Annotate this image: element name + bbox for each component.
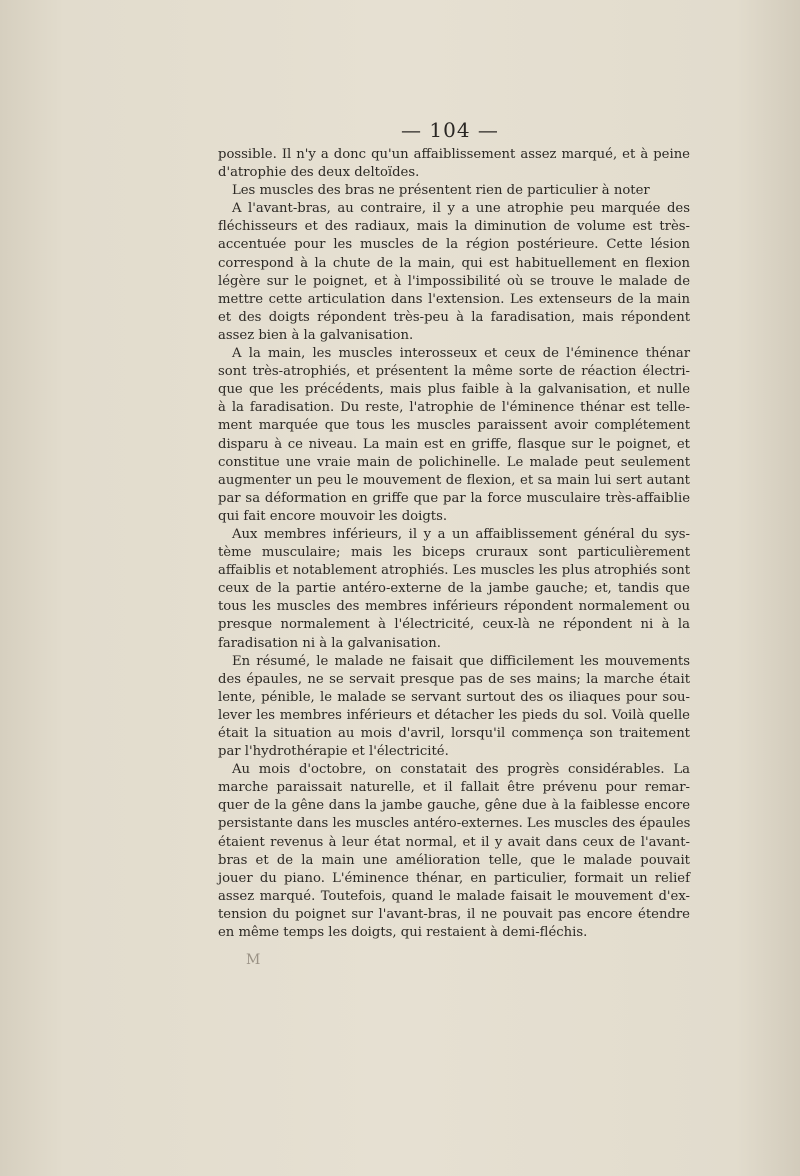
text-line: assez bien à la galvanisation. [218, 327, 414, 343]
text-line: mettre cette articulation dans l'extension. Les extenseurs de la main [218, 291, 690, 307]
text-line: Les muscles des bras ne présentent rien de particulier à noter [232, 183, 650, 199]
text-line: lente, pénible, le malade se servant surtout des os iliaques pour sou- [218, 689, 690, 705]
text-line: en même temps les doigts, qui restaient à demi-fléchis. [218, 925, 588, 941]
text-line: A la main, les muscles interosseux et ceux de l'éminence thénar [232, 346, 690, 362]
text-line: constitue une vraie main de polichinelle. Le malade peut seulement [218, 454, 690, 470]
text-line: correspond à la chute de la main, qui est habituellement en flexion [218, 255, 690, 271]
page-number: — 104 — [401, 118, 499, 142]
text-line: des épaules, ne se servait presque pas de ses mains; la marche était [218, 671, 690, 687]
text-line: Aux membres inférieurs, il y a un affaiblissement général du sys- [232, 526, 690, 542]
text-line: ment marquée que tous les muscles paraissent avoir complétement [218, 418, 690, 434]
text-line: A l'avant-bras, au contraire, il y a une atrophie peu marquée des [232, 201, 690, 217]
text-line: que que les précédents, mais plus faible à la galvanisation, et nulle [218, 382, 690, 398]
text-line: quer de la gêne dans la jambe gauche, gêne due à la faiblesse encore [218, 798, 690, 814]
text-line: Au mois d'octobre, on constatait des progrès considérables. La [232, 762, 690, 778]
text-line: augmenter un peu le mouvement de flexion, et sa main lui sert autant [218, 472, 690, 488]
text-line: d'atrophie des deux deltoïdes. [218, 165, 420, 181]
printer-signature-mark: M [246, 952, 261, 968]
text-line: assez marqué. Toutefois, quand le malade faisait le mouvement d'ex- [218, 888, 690, 904]
text-line: était la situation au mois d'avril, lorsqu'il commença son traitement [218, 726, 690, 741]
text-line: presque normalement à l'électricité, ceux-là ne répondent ni à la [218, 617, 690, 633]
text-line: possible. Il n'y a donc qu'un affaiblissement assez marqué, et à peine [218, 147, 690, 162]
text-line: ceux de la partie antéro-externe de la jambe gauche; et, tandis que [218, 581, 690, 597]
text-line: faradisation ni à la galvanisation. [218, 635, 441, 651]
text-line: disparu à ce niveau. La main est en griffe, flasque sur le poignet, et [218, 436, 690, 452]
text-line: par l'hydrothérapie et l'électricité. [218, 744, 449, 760]
text-line: accentuée pour les muscles de la région postérieure. Cette lésion [218, 237, 690, 253]
text-line: par sa déformation en griffe que par la force musculaire très-affaiblie [218, 490, 690, 506]
text-line: affaiblis et notablement atrophiés. Les muscles les plus atrophiés sont [218, 563, 690, 579]
text-line: En résumé, le malade ne faisait que difficilement les mouvements [232, 653, 690, 669]
text-line: bras et de la main une amélioration telle, que le malade pouvait [218, 852, 690, 868]
text-line: marche paraissait naturelle, et il fallait être prévenu pour remar- [218, 780, 690, 796]
text-line: tension du poignet sur l'avant-bras, il ne pouvait pas encore étendre [218, 906, 690, 922]
text-line: légère sur le poignet, et à l'impossibilité où se trouve le malade de [218, 273, 690, 289]
text-line: lever les membres inférieurs et détacher les pieds du sol. Voilà quelle [218, 707, 690, 723]
text-line: tous les muscles des membres inférieurs répondent normalement ou [218, 599, 690, 615]
body-text [218, 146, 690, 942]
text-line: qui fait encore mouvoir les doigts. [218, 508, 448, 524]
text-line: et des doigts répondent très-peu à la faradisation, mais répondent [218, 309, 690, 325]
text-line: étaient revenus à leur état normal, et il y avait dans ceux de l'avant- [218, 834, 690, 850]
text-line: à la faradisation. Du reste, l'atrophie de l'éminence thénar est telle- [218, 400, 690, 416]
text-line: tème musculaire; mais les biceps cruraux sont particulièrement [218, 545, 690, 561]
text-line: sont très-atrophiés, et présentent la même sorte de réaction électri- [218, 364, 690, 380]
text-line: persistante dans les muscles antéro-externes. Les muscles des épaules [218, 816, 691, 832]
text-line: fléchisseurs et des radiaux, mais la diminution de volume est très- [218, 219, 690, 235]
text-line: jouer du piano. L'éminence thénar, en particulier, formait un relief [218, 870, 690, 886]
